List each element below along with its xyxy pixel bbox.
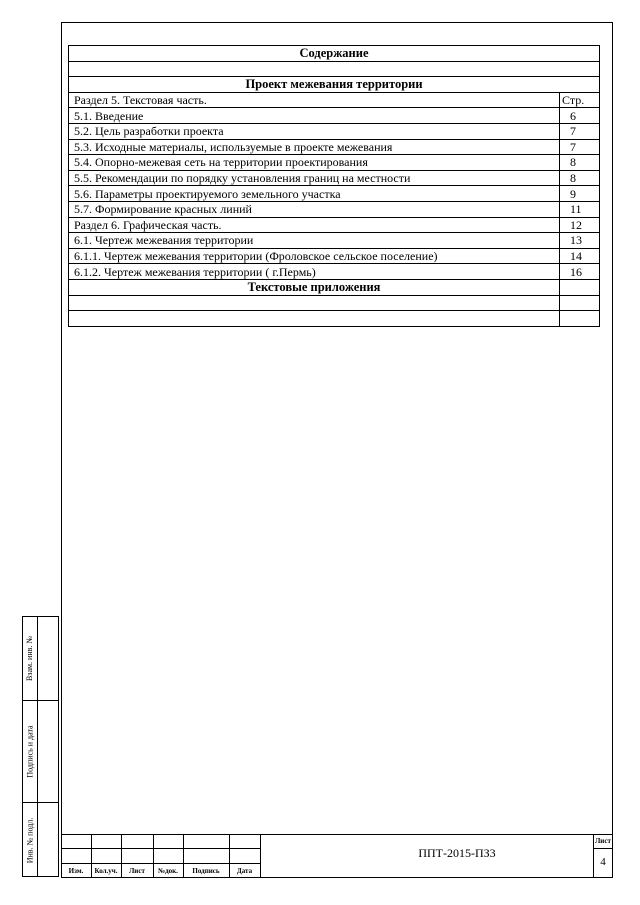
toc-title: Содержание [69, 46, 600, 62]
toc-row [69, 217, 600, 233]
toc-entry-text: 6.1.2. Чертеж межевания территории ( г.Пермь) [69, 264, 560, 280]
sheet-number: 4 [600, 856, 606, 868]
toc-title-row [69, 46, 600, 62]
toc-row [69, 170, 600, 186]
toc-entry-page: 13 [560, 233, 600, 249]
toc-entry-page: 8 [560, 170, 600, 186]
col-sheet: Лист [129, 867, 145, 875]
toc-row [69, 92, 600, 108]
toc-row [69, 186, 600, 202]
col-date: Дата [236, 867, 253, 875]
toc-empty-row [69, 61, 600, 77]
toc-entry-page: 7 [560, 139, 600, 155]
sheet-label: Лист [595, 837, 611, 845]
toc-row [69, 201, 600, 217]
toc-entry-text: 5.7. Формирование красных линий [69, 201, 560, 217]
toc-row [69, 139, 600, 155]
col-count: Кол.уч. [94, 867, 118, 875]
col-signature: Подпись [192, 867, 220, 875]
toc-empty-row [69, 295, 600, 311]
toc-entry-text: 6.1.1. Чертеж межевания территории (Фроловское сельское поселение) [69, 248, 560, 264]
toc-appendix-row [69, 279, 600, 295]
toc-empty-row [69, 311, 600, 327]
toc-entry-page: 7 [560, 123, 600, 139]
toc-entry-page: 12 [560, 217, 600, 233]
toc-entry-page: 6 [560, 108, 600, 124]
document-code: ППТ-2015-ПЗ3 [418, 846, 496, 860]
toc-entry-page: 8 [560, 155, 600, 171]
toc-entry-text: 5.4. Опорно-межевая сеть на территории проектирования [69, 155, 560, 171]
toc-row [69, 264, 600, 280]
toc-row [69, 155, 600, 171]
toc-row [69, 123, 600, 139]
toc-row [69, 233, 600, 249]
toc-entry-page: Стр. [560, 92, 600, 108]
side-label-signature-date: Подпись и дата [25, 724, 35, 778]
col-change: Изм. [68, 867, 84, 875]
toc-entry-text: 5.1. Введение [69, 108, 560, 124]
toc-entry-text: Раздел 5. Текстовая часть. [69, 92, 560, 108]
side-label-inventory: Инв. № подл. [25, 817, 35, 863]
toc-section-row [69, 77, 600, 93]
toc-entry-page: 11 [560, 201, 600, 217]
toc-entry-text: 5.2. Цель разработки проекта [69, 123, 560, 139]
toc-section-title: Проект межевания территории [69, 77, 600, 93]
toc-row [69, 108, 600, 124]
toc-entry-page: 16 [560, 264, 600, 280]
title-block [61, 834, 613, 878]
toc-row [69, 248, 600, 264]
col-doc-no: №док. [158, 867, 178, 875]
toc-entry-page: 14 [560, 248, 600, 264]
side-label-replacement: Взам. инв. № [25, 635, 35, 682]
side-stamp [22, 616, 59, 877]
toc-table [68, 45, 600, 327]
toc-entry-text: 6.1. Чертеж межевания территории [69, 233, 560, 249]
toc-entry-text: Раздел 6. Графическая часть. [69, 217, 560, 233]
toc-appendix-title: Текстовые приложения [69, 279, 560, 295]
toc-entry-text: 5.6. Параметры проектируемого земельного участка [69, 186, 560, 202]
toc-entry-text: 5.3. Исходные материалы, используемые в проекте межевания [69, 139, 560, 155]
toc-entry-text: 5.5. Рекомендации по порядку установления границ на местности [69, 170, 560, 186]
toc-entry-page: 9 [560, 186, 600, 202]
